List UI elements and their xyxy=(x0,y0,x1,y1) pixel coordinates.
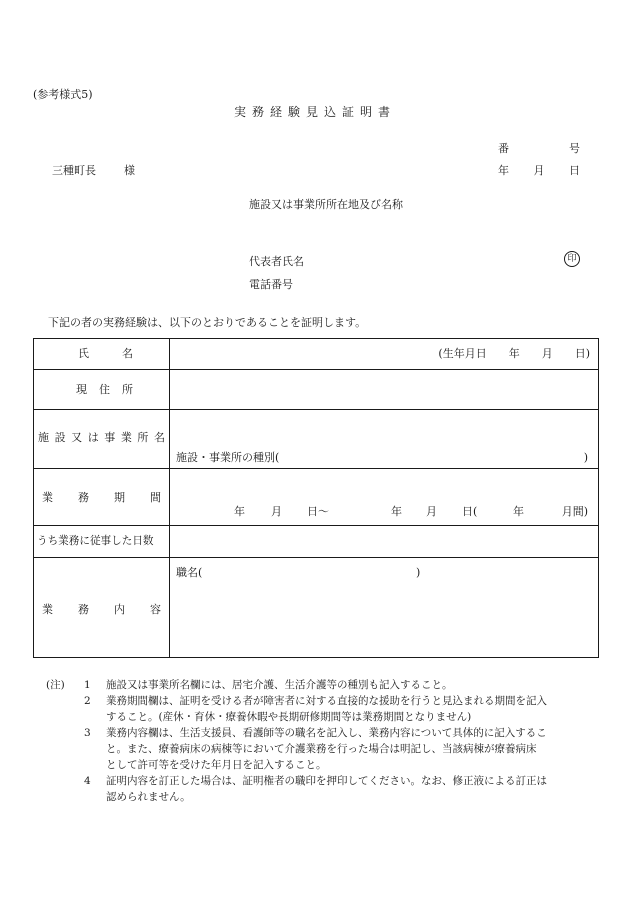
job-title-label: 職名( xyxy=(176,566,203,579)
document-title: 実務経験見込証明書 xyxy=(233,105,396,119)
name-row xyxy=(34,339,599,370)
issuer-address-label: 施設又は事業所所在地及び名称 xyxy=(249,198,403,211)
address-value-cell[interactable] xyxy=(170,370,599,410)
name-value-cell[interactable] xyxy=(170,339,599,370)
period-label: 業 務 期 間 xyxy=(42,491,161,504)
go-char: 号 xyxy=(569,142,580,155)
period-row xyxy=(34,469,599,526)
facility-value-cell[interactable] xyxy=(170,410,599,469)
form-label: (参考様式5) xyxy=(33,88,93,101)
facility-type-label: 施設・事業所の種別( xyxy=(176,451,280,464)
note-item: 4 証明内容を訂正した場合は、証明権者の職印を押印してください。なお、修正液による訂正は 認められません。 xyxy=(84,775,547,803)
note-item: 3 業務内容欄は、生活支援員、看護師等の職名を記入し、業務内容について具体的に記入するこ と。また、療養病床の病棟等において介護業務を行った場合は明記し、当該病棟が療養病床 として許可等を受けた年月日を記入すること。 xyxy=(84,727,547,771)
document-number xyxy=(498,142,580,156)
birth-date: (生年月日 年 月 日) xyxy=(438,347,590,360)
days-label-cell xyxy=(34,526,170,558)
address-row xyxy=(34,370,599,410)
address-label: 現 住 所 xyxy=(76,383,133,396)
seal-icon: 印 xyxy=(564,251,580,267)
addressee-name: 三種町長 xyxy=(52,164,96,177)
ban-char: 番 xyxy=(498,142,509,155)
days-value-cell[interactable] xyxy=(170,526,599,558)
facility-label-cell xyxy=(34,410,170,469)
month-char: 月 xyxy=(533,164,545,177)
facility-type-close: ) xyxy=(583,451,588,464)
phone-label: 電話番号 xyxy=(249,278,293,291)
duty-label-cell xyxy=(34,558,170,658)
notes-heading: (注) xyxy=(46,679,65,691)
notes-section xyxy=(46,677,596,805)
name-label: 氏 名 xyxy=(78,347,133,360)
address-label-cell xyxy=(34,370,170,410)
representative-label: 代表者氏名 xyxy=(249,255,304,268)
duty-value-cell[interactable] xyxy=(170,558,599,658)
job-title-close: ) xyxy=(416,566,421,579)
year-char: 年 xyxy=(498,164,509,177)
note-item: (注) 1 施設又は事業所名欄には、居宅介護、生活介護等の種別も記入すること。 xyxy=(46,679,453,691)
addressee xyxy=(52,164,135,178)
facility-label: 施 設 又 は 事 業 所 名 xyxy=(38,431,165,444)
period-value-cell[interactable]: 年 月 日〜 年 月 日( 年 月間) xyxy=(170,469,599,526)
addressee-suffix: 様 xyxy=(124,164,135,177)
issue-date xyxy=(498,164,580,178)
days-label: うち業務に従事した日数 xyxy=(37,535,154,547)
period-label-cell xyxy=(34,469,170,526)
duty-row xyxy=(34,558,599,658)
name-label-cell xyxy=(34,339,170,370)
certification-table xyxy=(33,338,599,658)
day-char: 日 xyxy=(569,164,580,177)
intro-text: 下記の者の実務経験は、以下のとおりであることを証明します。 xyxy=(48,316,367,329)
duty-label: 業 務 内 容 xyxy=(42,603,161,616)
note-item: 2 業務期間欄は、証明を受ける者が障害者に対する直接的な援助を行うと見込まれる期間を記入 すること。(産休・育休・療養休暇や長期研修期間等は業務期間となりません) xyxy=(84,695,547,723)
facility-row xyxy=(34,410,599,469)
days-row xyxy=(34,526,599,558)
